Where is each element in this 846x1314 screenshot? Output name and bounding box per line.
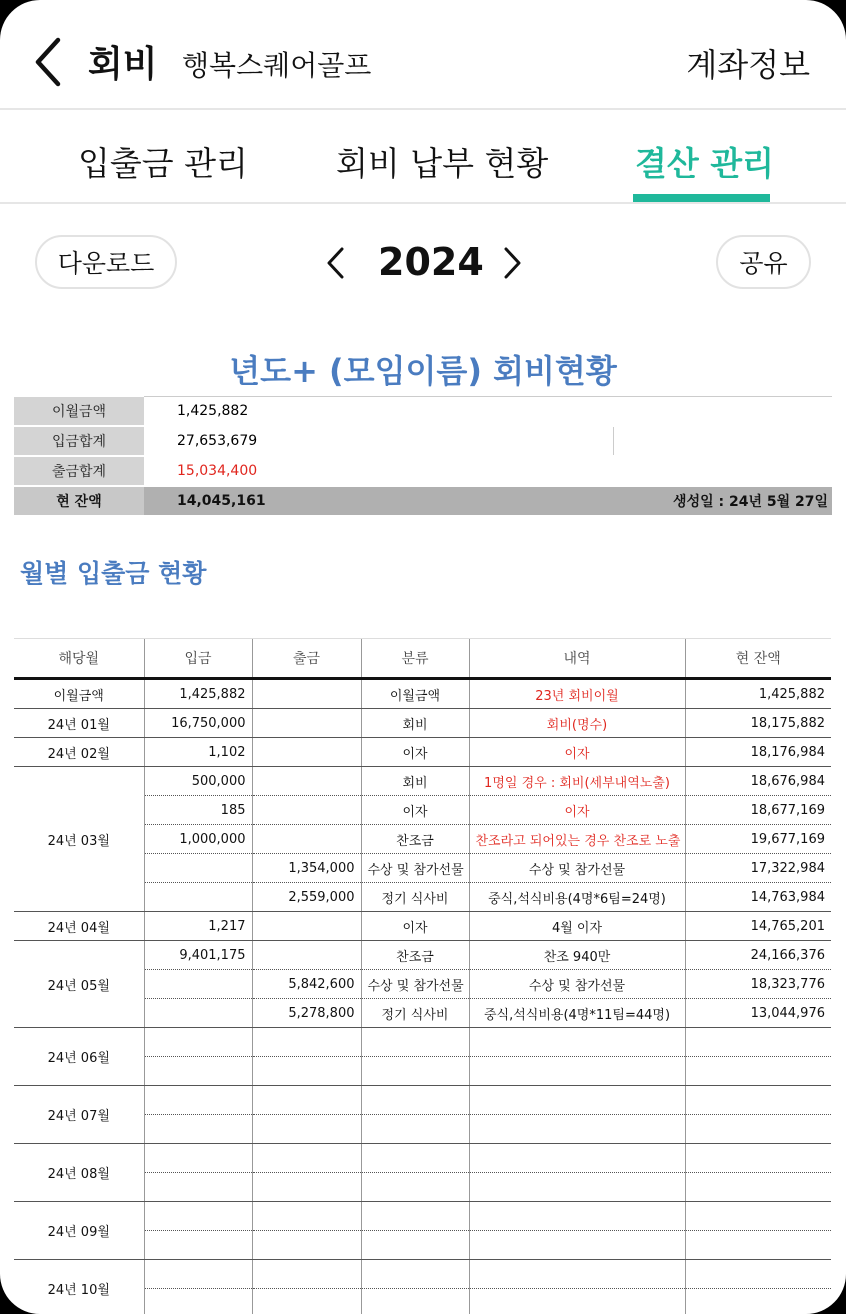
summary-label: 이월금액 bbox=[14, 397, 144, 427]
next-year-icon[interactable] bbox=[496, 246, 526, 280]
generated-date: 생성일 : 24년 5월 27일 bbox=[614, 486, 833, 516]
month-cell: 24년 09월 bbox=[14, 1202, 144, 1260]
deposit-cell: 16,750,000 bbox=[144, 709, 252, 738]
month-cell: 24년 10월 bbox=[14, 1260, 144, 1314]
empty-cell bbox=[469, 1231, 685, 1260]
page-title: 회비 bbox=[88, 44, 158, 85]
empty-cell bbox=[144, 1144, 252, 1173]
deposit-cell bbox=[144, 854, 252, 883]
table-row bbox=[14, 941, 831, 970]
summary-value: 15,034,400 bbox=[144, 456, 832, 486]
empty-cell bbox=[685, 1086, 831, 1115]
balance-cell: 18,676,984 bbox=[685, 767, 831, 796]
summary-label: 출금합계 bbox=[14, 456, 144, 486]
table-row bbox=[14, 679, 831, 709]
withdrawal-cell: 1,354,000 bbox=[252, 854, 361, 883]
report-title: 년도+ (모임이름) 회비현황 bbox=[229, 352, 617, 390]
description-cell: 찬조 940만 bbox=[469, 941, 685, 970]
empty-cell bbox=[469, 1144, 685, 1173]
category-cell: 회비 bbox=[361, 709, 469, 738]
month-cell: 24년 01월 bbox=[14, 709, 144, 738]
summary-label: 현 잔액 bbox=[14, 486, 144, 516]
withdrawal-cell: 5,278,800 bbox=[252, 999, 361, 1028]
table-row bbox=[14, 767, 831, 796]
category-cell: 수상 및 참가선물 bbox=[361, 854, 469, 883]
empty-cell bbox=[252, 1115, 361, 1144]
balance-cell: 1,425,882 bbox=[685, 679, 831, 709]
table-row bbox=[14, 912, 831, 941]
withdrawal-cell: 2,559,000 bbox=[252, 883, 361, 912]
tab-deposit-withdrawal[interactable]: 입출금 관리 bbox=[78, 144, 248, 183]
deposit-cell: 1,425,882 bbox=[144, 679, 252, 709]
tab-bar bbox=[0, 110, 846, 204]
description-cell: 회비(명수) bbox=[469, 709, 685, 738]
share-button[interactable]: 공유 bbox=[716, 235, 811, 289]
tab-dues-status[interactable]: 회비 납부 현황 bbox=[336, 144, 549, 183]
empty-cell bbox=[469, 1028, 685, 1057]
balance-cell: 18,176,984 bbox=[685, 738, 831, 767]
description-cell: 중식,석식비용(4명*11팀=44명) bbox=[469, 999, 685, 1028]
category-cell: 이자 bbox=[361, 912, 469, 941]
description-cell: 이자 bbox=[469, 738, 685, 767]
active-tab-indicator bbox=[633, 194, 770, 202]
description-cell: 찬조라고 되어있는 경우 찬조로 노출 bbox=[469, 825, 685, 854]
empty-cell bbox=[685, 1173, 831, 1202]
empty-cell bbox=[361, 1028, 469, 1057]
balance-cell: 14,765,201 bbox=[685, 912, 831, 941]
table-row bbox=[14, 1260, 831, 1289]
year-label: 2024 bbox=[378, 240, 484, 284]
description-cell: 수상 및 참가선물 bbox=[469, 970, 685, 999]
month-cell: 24년 07월 bbox=[14, 1086, 144, 1144]
month-cell: 24년 08월 bbox=[14, 1144, 144, 1202]
table-row bbox=[14, 1086, 831, 1115]
withdrawal-cell bbox=[252, 941, 361, 970]
top-bar bbox=[0, 0, 846, 110]
month-cell: 24년 05월 bbox=[14, 941, 144, 1028]
empty-cell bbox=[685, 1028, 831, 1057]
table-row bbox=[14, 709, 831, 738]
table-row bbox=[14, 1028, 831, 1057]
empty-cell bbox=[685, 1202, 831, 1231]
empty-cell bbox=[144, 1115, 252, 1144]
balance-cell: 19,677,169 bbox=[685, 825, 831, 854]
month-cell: 24년 02월 bbox=[14, 738, 144, 767]
balance-cell: 18,323,776 bbox=[685, 970, 831, 999]
deposit-cell: 1,217 bbox=[144, 912, 252, 941]
balance-cell: 17,322,984 bbox=[685, 854, 831, 883]
table-row bbox=[14, 1144, 831, 1173]
empty-cell bbox=[685, 1289, 831, 1314]
download-button[interactable]: 다운로드 bbox=[35, 235, 177, 289]
category-cell: 이월금액 bbox=[361, 679, 469, 709]
category-cell: 찬조금 bbox=[361, 941, 469, 970]
empty-cell bbox=[469, 1289, 685, 1314]
withdrawal-cell bbox=[252, 709, 361, 738]
description-cell: 23년 회비이월 bbox=[469, 679, 685, 709]
ledger-body bbox=[14, 679, 831, 1314]
empty-cell bbox=[144, 1057, 252, 1086]
column-header: 입금 bbox=[144, 639, 252, 679]
withdrawal-cell bbox=[252, 796, 361, 825]
empty-cell bbox=[469, 1115, 685, 1144]
empty-cell bbox=[469, 1173, 685, 1202]
empty-cell bbox=[361, 1289, 469, 1314]
empty-cell bbox=[144, 1231, 252, 1260]
deposit-cell bbox=[144, 970, 252, 999]
category-cell: 이자 bbox=[361, 738, 469, 767]
empty-cell bbox=[685, 1260, 831, 1289]
summary-value: 27,653,679 bbox=[144, 426, 614, 456]
empty-cell bbox=[144, 1086, 252, 1115]
month-cell: 24년 04월 bbox=[14, 912, 144, 941]
empty-cell bbox=[144, 1260, 252, 1289]
column-header: 현 잔액 bbox=[685, 639, 831, 679]
withdrawal-cell bbox=[252, 767, 361, 796]
empty-cell bbox=[361, 1144, 469, 1173]
summary-row bbox=[14, 426, 832, 456]
tab-settlement[interactable]: 결산 관리 bbox=[635, 144, 775, 183]
group-name: 행복스퀘어골프 bbox=[182, 49, 372, 82]
table-row bbox=[14, 1202, 831, 1231]
balance-cell: 18,677,169 bbox=[685, 796, 831, 825]
month-cell: 이월금액 bbox=[14, 679, 144, 709]
empty-cell bbox=[361, 1173, 469, 1202]
table-row bbox=[14, 738, 831, 767]
empty-cell bbox=[469, 1057, 685, 1086]
summary-row bbox=[14, 397, 832, 427]
empty-cell bbox=[252, 1289, 361, 1314]
withdrawal-cell bbox=[252, 738, 361, 767]
empty-cell bbox=[252, 1231, 361, 1260]
empty-cell bbox=[252, 1086, 361, 1115]
withdrawal-cell: 5,842,600 bbox=[252, 970, 361, 999]
column-header: 출금 bbox=[252, 639, 361, 679]
category-cell: 정기 식사비 bbox=[361, 999, 469, 1028]
summary-value: 14,045,161 bbox=[144, 486, 614, 516]
ledger-header-row bbox=[14, 639, 831, 679]
category-cell: 이자 bbox=[361, 796, 469, 825]
category-cell: 수상 및 참가선물 bbox=[361, 970, 469, 999]
back-icon[interactable] bbox=[30, 36, 70, 88]
empty-cell bbox=[685, 1144, 831, 1173]
category-cell: 정기 식사비 bbox=[361, 883, 469, 912]
withdrawal-cell bbox=[252, 912, 361, 941]
deposit-cell: 185 bbox=[144, 796, 252, 825]
balance-cell: 14,763,984 bbox=[685, 883, 831, 912]
account-info-button[interactable]: 계좌정보 bbox=[686, 46, 810, 84]
empty-cell bbox=[144, 1028, 252, 1057]
summary-value: 1,425,882 bbox=[144, 397, 832, 427]
empty-cell bbox=[361, 1260, 469, 1289]
empty-cell bbox=[361, 1086, 469, 1115]
monthly-ledger-table bbox=[14, 638, 831, 1314]
summary-empty-cell bbox=[614, 426, 833, 456]
previous-year-icon[interactable] bbox=[322, 246, 352, 280]
summary-row bbox=[14, 456, 832, 486]
summary-table bbox=[14, 396, 832, 517]
column-header: 분류 bbox=[361, 639, 469, 679]
description-cell: 중식,석식비용(4명*6팀=24명) bbox=[469, 883, 685, 912]
month-cell: 24년 03월 bbox=[14, 767, 144, 912]
description-cell: 수상 및 참가선물 bbox=[469, 854, 685, 883]
summary-label: 입금합계 bbox=[14, 426, 144, 456]
empty-cell bbox=[685, 1115, 831, 1144]
empty-cell bbox=[361, 1115, 469, 1144]
category-cell: 찬조금 bbox=[361, 825, 469, 854]
empty-cell bbox=[144, 1289, 252, 1314]
description-cell: 4월 이자 bbox=[469, 912, 685, 941]
empty-cell bbox=[469, 1086, 685, 1115]
deposit-cell: 1,000,000 bbox=[144, 825, 252, 854]
summary-total-row bbox=[14, 486, 832, 516]
empty-cell bbox=[685, 1057, 831, 1086]
empty-cell bbox=[469, 1260, 685, 1289]
category-cell: 회비 bbox=[361, 767, 469, 796]
empty-cell bbox=[469, 1202, 685, 1231]
column-header: 해당월 bbox=[14, 639, 144, 679]
month-cell: 24년 06월 bbox=[14, 1028, 144, 1086]
empty-cell bbox=[252, 1260, 361, 1289]
balance-cell: 18,175,882 bbox=[685, 709, 831, 738]
empty-cell bbox=[685, 1231, 831, 1260]
empty-cell bbox=[361, 1057, 469, 1086]
empty-cell bbox=[252, 1144, 361, 1173]
deposit-cell: 9,401,175 bbox=[144, 941, 252, 970]
deposit-cell: 500,000 bbox=[144, 767, 252, 796]
empty-cell bbox=[144, 1173, 252, 1202]
empty-cell bbox=[144, 1202, 252, 1231]
deposit-cell bbox=[144, 999, 252, 1028]
empty-cell bbox=[252, 1173, 361, 1202]
deposit-cell: 1,102 bbox=[144, 738, 252, 767]
deposit-cell bbox=[144, 883, 252, 912]
empty-cell bbox=[252, 1057, 361, 1086]
withdrawal-cell bbox=[252, 825, 361, 854]
empty-cell bbox=[252, 1028, 361, 1057]
withdrawal-cell bbox=[252, 679, 361, 709]
empty-cell bbox=[361, 1231, 469, 1260]
monthly-section-title: 월별 입출금 현황 bbox=[20, 559, 207, 588]
balance-cell: 24,166,376 bbox=[685, 941, 831, 970]
balance-cell: 13,044,976 bbox=[685, 999, 831, 1028]
empty-cell bbox=[252, 1202, 361, 1231]
description-cell: 이자 bbox=[469, 796, 685, 825]
column-header: 내역 bbox=[469, 639, 685, 679]
description-cell: 1명일 경우 : 회비(세부내역노출) bbox=[469, 767, 685, 796]
empty-cell bbox=[361, 1202, 469, 1231]
